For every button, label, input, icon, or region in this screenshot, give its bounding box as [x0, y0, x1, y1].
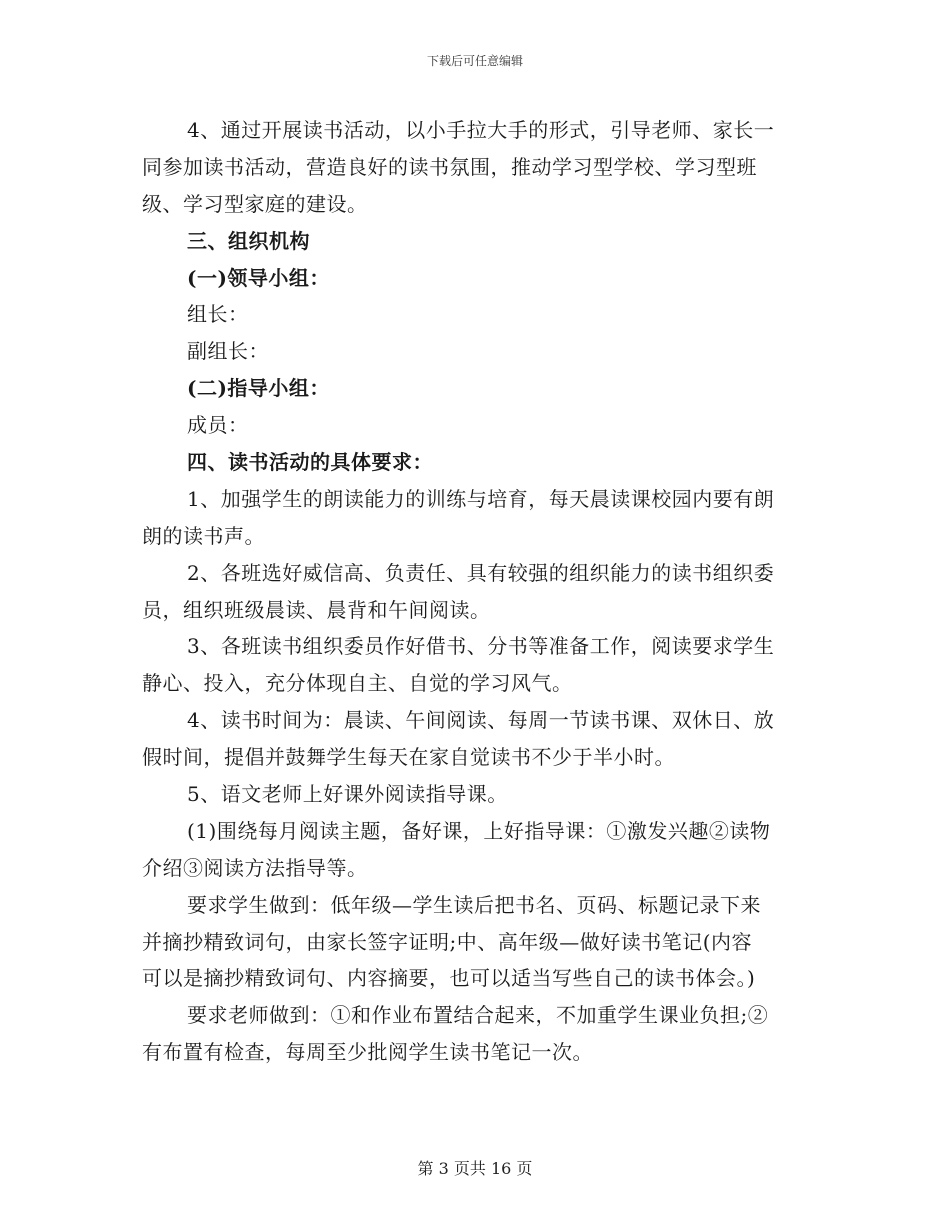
paragraph-line: 3、各班读书组织委员作好借书、分书等准备工作，阅读要求学生 — [187, 634, 775, 659]
paragraph-line: 要求学生做到：低年级—学生读后把书名、页码、标题记录下来 — [187, 892, 761, 917]
section-heading: 三、组织机构 — [187, 228, 310, 253]
page-header: 下载后可任意编辑 — [426, 54, 523, 68]
paragraph-line: 成员： — [187, 413, 249, 438]
section-heading: 四、读书活动的具体要求： — [187, 450, 433, 475]
paragraph-line: 4、通过开展读书活动，以小手拉大手的形式，引导老师、家长一 — [187, 118, 775, 142]
paragraph-line: 员，组织班级晨读、晨背和午间阅读。 — [142, 597, 491, 622]
paragraph-line: 副组长： — [187, 339, 269, 364]
paragraph-line: 5、语文老师上好课外阅读指导课。 — [187, 782, 508, 807]
paragraph-line: 2、各班选好威信高、负责任、具有较强的组织能力的读书组织委 — [187, 560, 775, 585]
paragraph-line: 并摘抄精致词句，由家长签字证明;中、高年级—做好读书笔记(内容 — [142, 929, 753, 954]
paragraph-line: 组长： — [187, 302, 249, 327]
paragraph-line: 静心、投入，充分体现自主、自觉的学习风气。 — [142, 671, 573, 696]
document-body — [142, 112, 802, 1071]
subsection-heading: (二)指导小组： — [187, 376, 330, 401]
paragraph-line: 介绍③阅读方法指导等。 — [142, 855, 368, 880]
paragraph-line: 1、加强学生的朗读能力的训练与培育，每天晨读课校园内要有朗 — [187, 486, 775, 511]
paragraph-line: 同参加读书活动，营造良好的读书氛围，推动学习型学校、学习型班 — [142, 154, 757, 179]
paragraph-line: 级、学习型家庭的建设。 — [142, 191, 368, 216]
paragraph-line: (1)围绕每月阅读主题，备好课，上好指导课：①激发兴趣②读物 — [187, 818, 771, 843]
page-footer: 第 3 页共 16 页 — [417, 1159, 533, 1178]
paragraph-line: 可以是摘抄精致词句、内容摘要，也可以适当写些自己的读书体会。) — [142, 966, 756, 991]
subsection-heading: (一)领导小组： — [187, 265, 330, 290]
paragraph-line: 4、读书时间为：晨读、午间阅读、每周一节读书课、双休日、放 — [187, 708, 775, 733]
paragraph-line: 假时间，提倡并鼓舞学生每天在家自觉读书不少于半小时。 — [142, 745, 675, 770]
paragraph-line: 朗的读书声。 — [142, 523, 265, 548]
paragraph-line: 有布置有检查，每周至少批阅学生读书笔记一次。 — [142, 1040, 593, 1065]
paragraph-line: 要求老师做到：①和作业布置结合起来，不加重学生课业负担;② — [187, 1003, 769, 1028]
